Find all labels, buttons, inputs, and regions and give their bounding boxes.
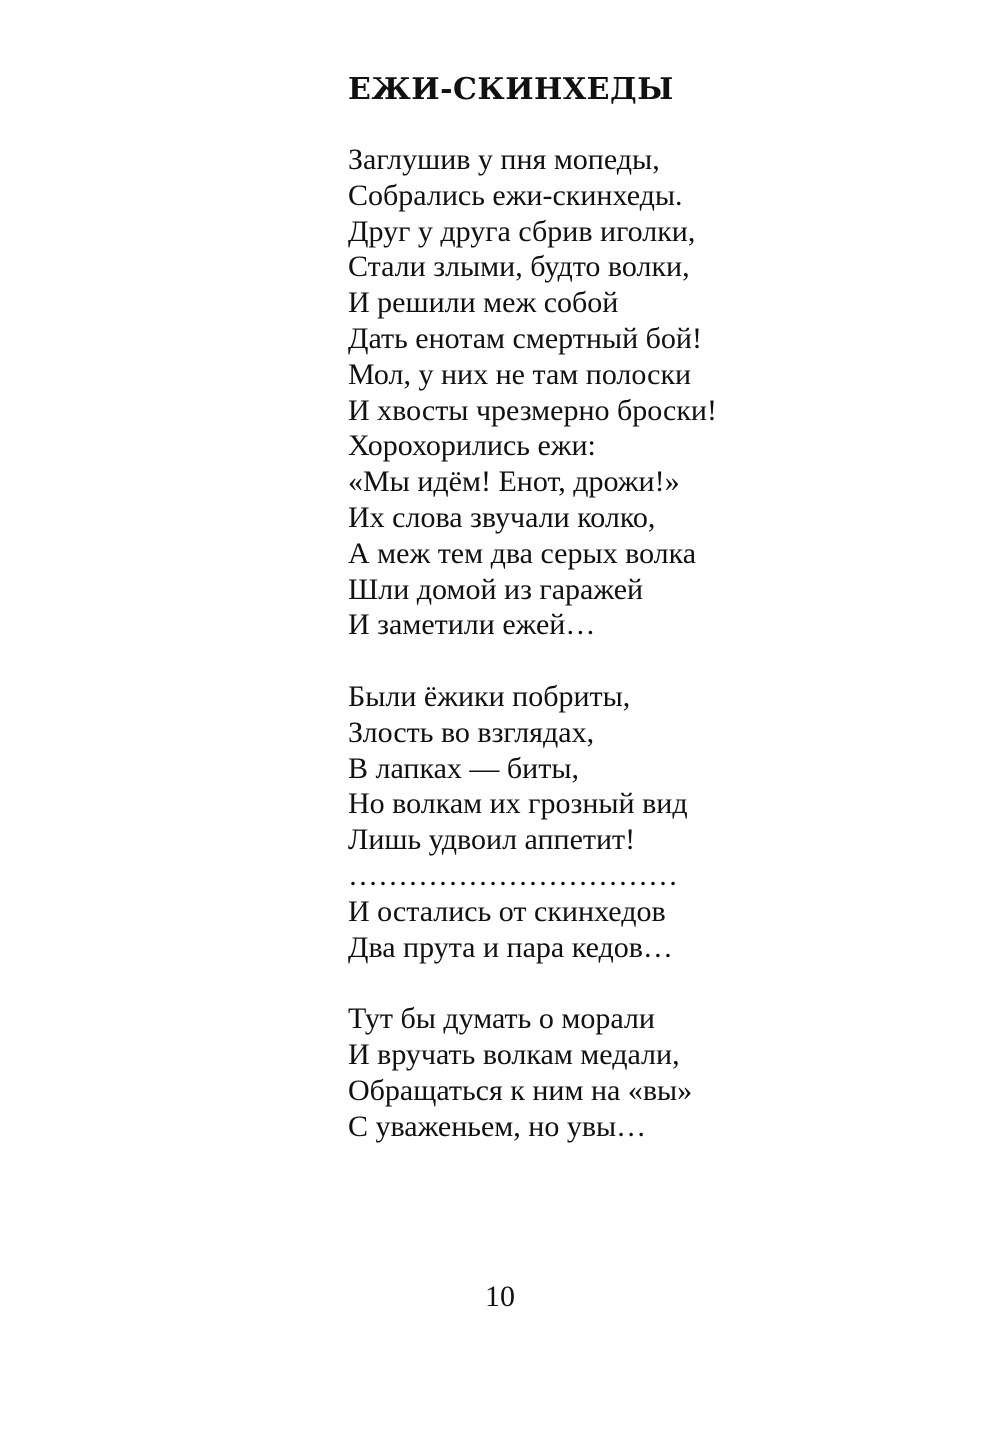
poem-line: Два прута и пара кедов… xyxy=(348,930,673,964)
poem-line: И хвосты чрезмерно броски! xyxy=(348,393,717,427)
dotted-separator-line: …………………………… xyxy=(348,858,678,892)
poem-title: ЕЖИ-СКИНХЕДЫ xyxy=(348,72,674,107)
stanza-1 xyxy=(348,142,717,643)
poem-body xyxy=(348,142,717,1144)
stanza-2 xyxy=(348,679,717,965)
poem-line: Обращаться к ним на «вы» xyxy=(348,1073,693,1107)
poem-line: И остались от скинхедов xyxy=(348,894,666,928)
poem-line: Хорохорились ежи: xyxy=(348,429,596,463)
poem-line: Были ёжики побриты, xyxy=(348,679,631,713)
poem-line: Мол, у них не там полоски xyxy=(348,357,692,391)
poem-line: Злость во взглядах, xyxy=(348,715,595,749)
poem-line: И вручать волкам медали, xyxy=(348,1037,680,1071)
poem-line: А меж тем два серых волка xyxy=(348,536,697,570)
poem-line: С уваженьем, но увы… xyxy=(348,1109,647,1143)
poem-line: «Мы идём! Енот, дрожи!» xyxy=(348,465,680,499)
poem-line: И решили меж собой xyxy=(348,286,619,320)
poem-line: Тут бы думать о морали xyxy=(348,1002,655,1036)
poem-line: Но волкам их грозный вид xyxy=(348,787,688,821)
poem-line: Их слова звучали колко, xyxy=(348,500,656,534)
page-number: 10 xyxy=(485,1280,515,1313)
poem-line: Дать енотам смертный бой! xyxy=(348,321,702,355)
poem-line: Лишь удвоил аппетит! xyxy=(348,823,636,857)
poem-line: Шли домой из гаражей xyxy=(348,572,644,606)
poem-line: Собрались ежи-скинхеды. xyxy=(348,178,683,212)
poem-line: В лапках — биты, xyxy=(348,751,579,785)
poem-line: Стали злыми, будто волки, xyxy=(348,250,690,284)
poem-line: И заметили ежей… xyxy=(348,608,596,642)
stanza-3 xyxy=(348,1001,717,1144)
poem-line: Заглушив у пня мопеды, xyxy=(348,143,660,176)
poem-line: Друг у друга сбрив иголки, xyxy=(348,214,696,248)
